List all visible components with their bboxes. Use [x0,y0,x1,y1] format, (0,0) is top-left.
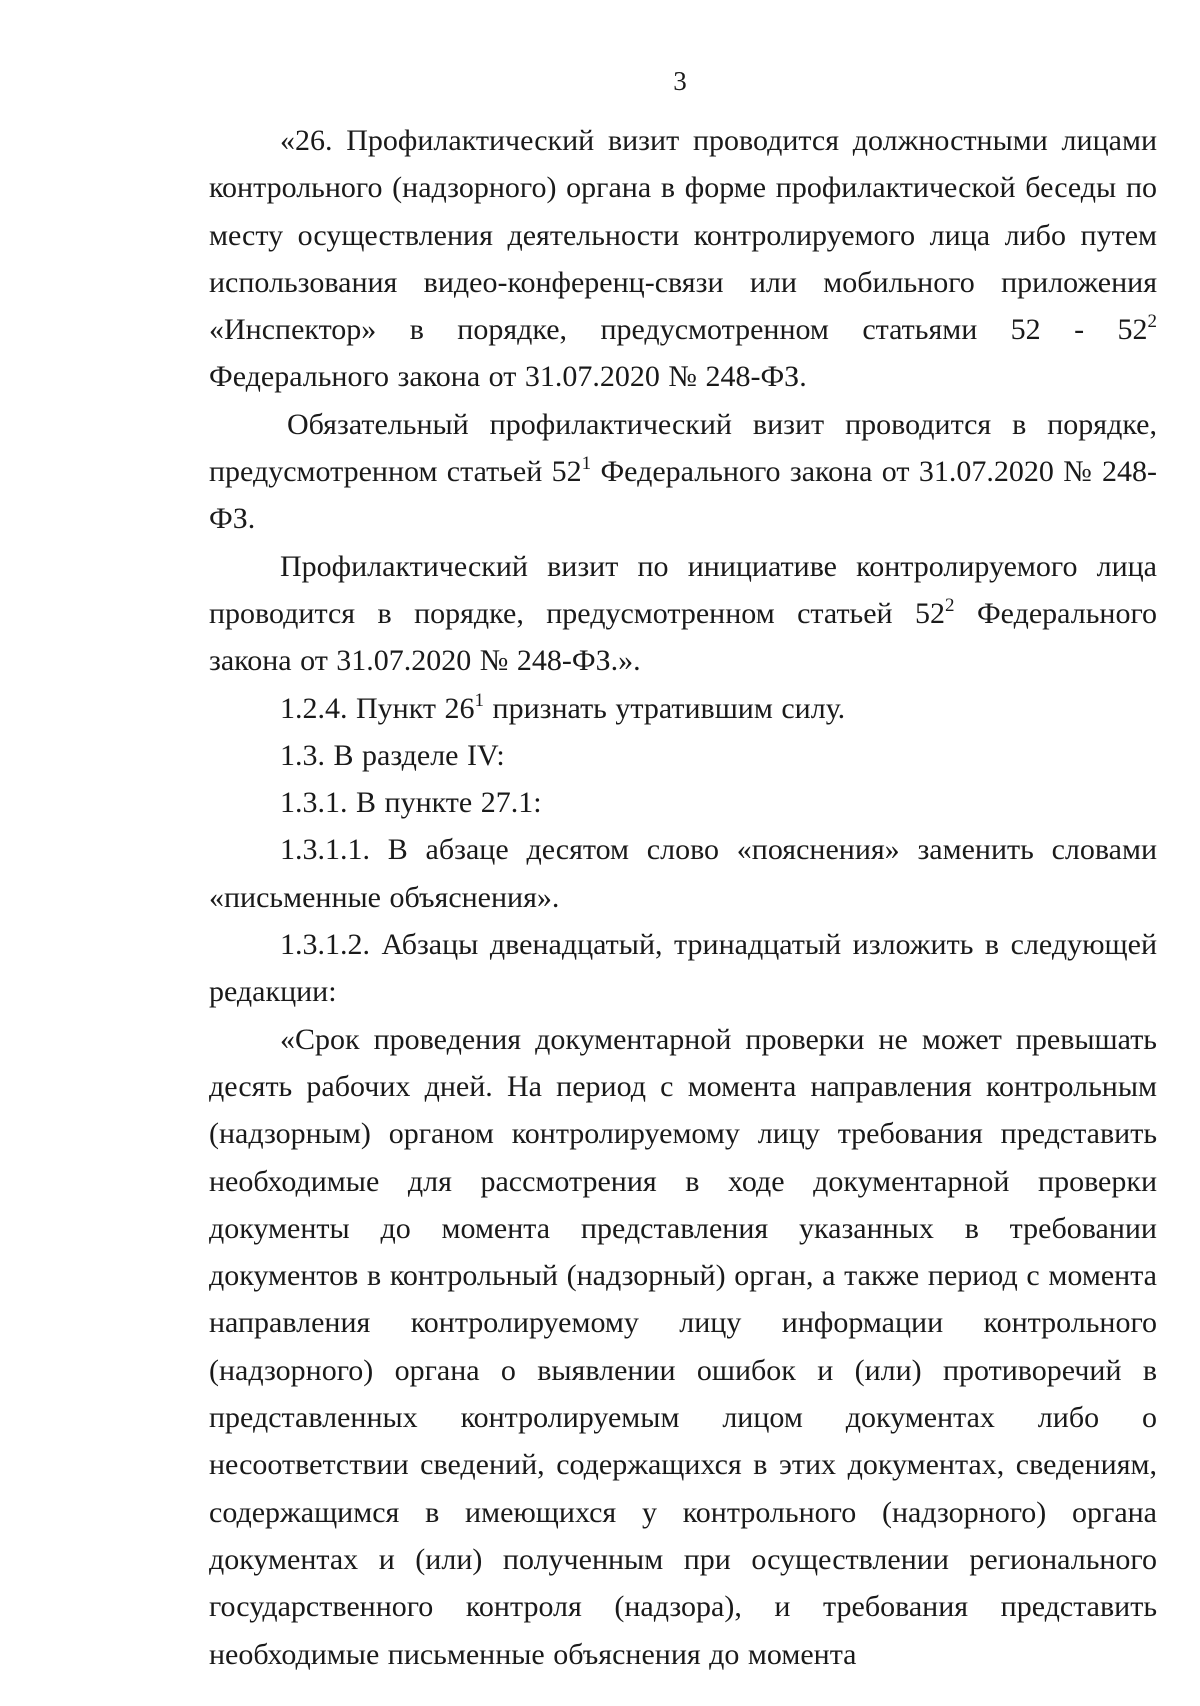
paragraph-item-1-3-1 [209,779,1157,826]
paragraph-text: Обязательный профилактический визит проводится в порядке, предусмотренном статьей 52 [209,407,1157,489]
paragraph-text: признать утратившим силу. [484,691,846,725]
paragraph-text: Федерального закона от 31.07.2020 № 248-ФЗ. [209,360,807,394]
paragraph-text: 1.3.1.1. В абзаце десятом слово «пояснения» заменить словами «письменные объяснения». [209,833,1157,914]
paragraph-text: «26. Профилактический визит проводится должностными лицами контрольного (надзорного) органа в форме профилактической беседы по месту осуществления деятельности контролируемого лица либо путем использования видео-конференц-связи или мобильного приложения «Инспектор» в порядке, предусмотренном статьями 52 - 52 [209,124,1157,347]
paragraph-obligatory-visit [209,401,1157,543]
superscript-index: 1 [581,453,592,475]
superscript-index: 2 [1147,311,1157,333]
paragraph-item-1-3 [209,732,1157,779]
superscript-index: 2 [945,594,955,616]
paragraph-text: «Срок проведения документарной проверки не может превышать десять рабочих дней. На период с момента направления контрольным (надзорным) органом контролируемому лицу требования представить необходимые для рассмотрения в ходе документарной проверки документы до момента представления указанных в требовании документов в контрольный (надзорный) орган, а также период с момента направления контролируемому лицу информации контрольного (надзорного) органа о выявлении ошибок и (или) противоречий в представленных контролируемым лицом документах либо о несоответствии сведений, содержащихся в этих документах, сведениям, содержащимся в имеющихся у контрольного (надзорного) органа документах и (или) полученным при осуществлении регионального государственного контроля (надзора), и требования представить необходимые письменные объяснения до момента [209,1022,1157,1671]
superscript-index: 1 [474,689,485,711]
paragraph-text: Федерального закона от 31.07.2020 № 248-ФЗ.». [209,596,1158,678]
paragraph-text: 1.2.4. Пункт 26 [280,691,475,725]
paragraph-text: 1.3.1.2. Абзацы двенадцатый, тринадцатый изложить в следующей редакции: [209,928,1157,1009]
paragraph-text: 1.3.1. В пункте 27.1: [280,786,542,820]
paragraph-text: Профилактический визит по инициативе контролируемого лица проводится в порядке, предусмотренном статьей 52 [209,549,1157,630]
paragraph-item-1-3-1-1 [209,826,1157,921]
paragraph-initiative-visit [209,543,1157,685]
page-number: 3 [673,66,687,96]
document-body [209,117,1157,1678]
paragraph-item-1-2-4 [209,685,1157,732]
paragraph-text: Федерального закона от 31.07.2020 № 248-ФЗ. [209,455,1157,536]
paragraph-new-text [209,1016,1157,1678]
paragraph-text: 1.3. В разделе IV: [280,738,505,772]
paragraph-p26 [209,117,1157,401]
paragraph-item-1-3-1-2 [209,921,1157,1016]
